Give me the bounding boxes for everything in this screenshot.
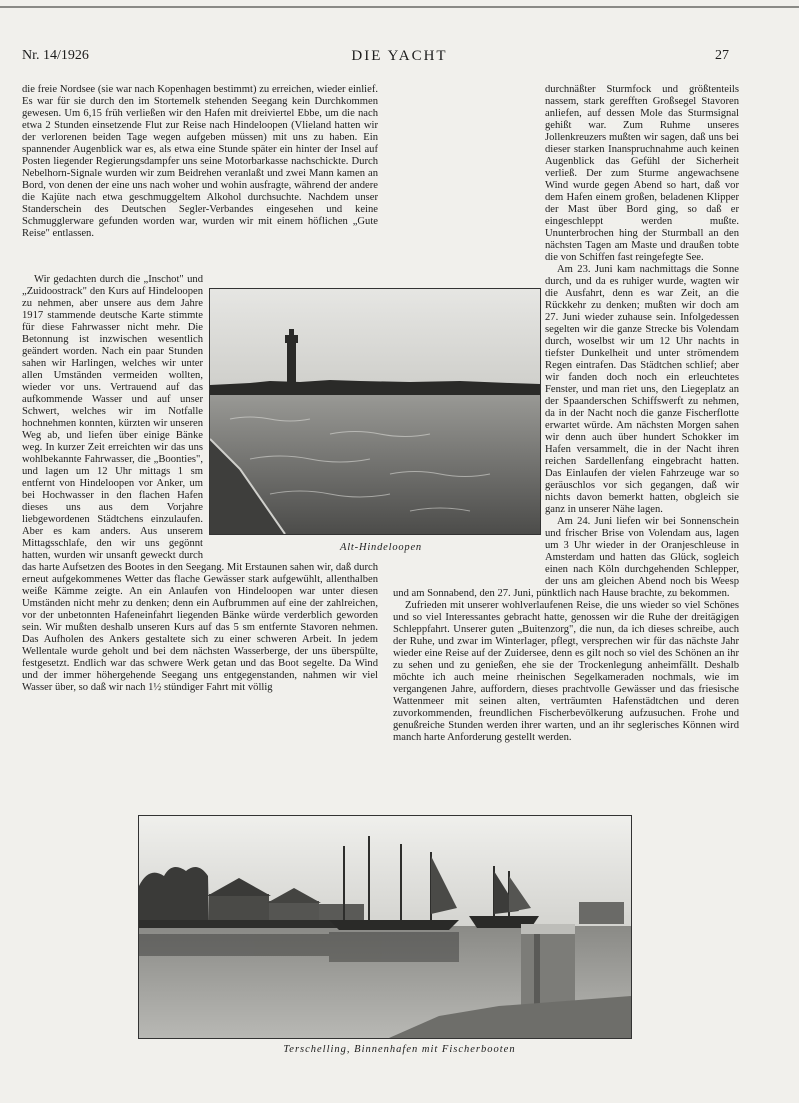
left-paragraph-2: Wir gedachten durch die „Inschot" und „Zuidoostrack" den Kurs auf Hindeloopen zu nehmen, aber unsere aus dem Jahre 1917 stammende deutsche Karte stimmte für diese Fahrwasser nicht mehr. Die Betonnung ist inzwischen wesentlich geändert worden. Nach ein paar Stunden sahen wir Harlingen, welches wir unter allen Umständen vermeiden wollten, wieder vor uns. Vertrauend auf das aufkommende Wasser und auf unser Schwert, welches wir im Notfalle hochnehmen konnten, kürzten wir unseren Weg ab, und liefen über einige Bänke weg. In kurzer Zeit erreichten wir das uns wohlbekannte Fahrwasser, die „Boonties", und lagen um 12 Uhr mittags 1 sm entfernt von Hindeloopen vor Anker, um bei Hochwasser in den flachen Hafen dieses uns aus dem Vorjahre liebgewordenen Städtchens einzulaufen. Aber es kam anders. Aus unserem Mittagsschlafe, den wir uns gegönnt hatten, wurden wir unsanft geweckt durch das harte Aufsetzen des Bootes in den Seegang. Mit Erstaunen sahen wir, daß durch erneut aufgekommenes Wetter das flache Gewässer stark aufgewühlt, allenthalben weiße Kämme zeigte. An ein Anlaufen von Hindeloopen war unter diesen Umständen nicht mehr zu denken; denn ein Aufbrummen auf eine der zahlreichen, vor der unbetonnten Hafeneinfahrt liegenden Bänke würde verderblich geworden sein. Wir mußten deshalb unseren Kurs auf das 5 sm entfernte Stavoren nehmen. Das Aufholen des Ankers gestaltete sich zu einer schweren Arbeit. In jedem Wellentale wurde geholt und bei dem nächsten Wasserberge, der uns überspülte, festgesetzt. Endlich war das schwere Werk getan und das Boot segelte. Da Wind und der immer höhergehende Seegang uns entgegenstanden, nahmen wir viel Wasser über, so daß wir nach 1½ stündiger Fahrt mit völlig	[22, 274, 378, 693]
harbour-fishing-boats-image	[139, 816, 631, 1038]
magazine-title: DIE YACHT	[351, 48, 448, 64]
right-paragraph-1: durchnäßter Sturmfock und größtenteils nassem, stark gerefften Großsegel Stavoren anliefen, auf dessen Mole das Sturmsignal gehißt war. Zum Ruhme unseres Jollenkreuzers mußten wir sagen, daß uns bei dieser starken Inanspruchnahme auch keinen Augenblick das Gefühl der Sicherheit verließ. Der zum Sturme angewachsene Wind wurde gegen Abend so hart, daß vor dem Hafen einem großen, beladenen Klipper der Mast über Bord ging, so daß er eingeschleppt werden mußte. Ununterbrochen hing der Sturmball an den nächsten Tagen am Maste und draußen tobte die von Schiffen fast reingefegte See.	[545, 84, 739, 263]
left-paragraph-1: die freie Nordsee (sie war nach Kopenhagen bestimmt) zu erreichen, wieder einlief. Es war für sie durch den im Stortemelk stehenden Seegang kein Durchkommen gewesen. Um 6,15 früh verließen wir den Hafen mit dreiviertel Ebbe, um die nach etwa 2 Stunden einsetzende Flut zur Reise nach Hindeloopen (Vlieland hatten wir der verlorenen beiden Tage wegen aufgeben müssen) mit uns zu haben. Ein spannender Augenblick war es, als etwa eine Stunde später ein hinter der Insel auf Posten liegender Regierungsdampfer uns seine Motorbarkasse nachschickte. Durch Nebelhorn-Signale wurden wir zum Beidrehen veranlaßt und zwei Mann kamen an Bord, von denen der eine uns nach woher und wohin ausfragte, während der andere die Kajüte nach etwa geschmuggeltem Alkohol durchsuchte. Nachdem unser Standerschein des Deutschen Segler-Verbandes eingesehen und keine Schmugglerware gefunden worden war, wurden wir mit einem höflichen „Gute Reise" entlassen.	[22, 84, 378, 239]
right-paragraph-4: Zufrieden mit unserer wohlverlaufenen Reise, die uns wieder so viel Schönes und so viel Interessantes gebracht hatte, genossen wir die Ruhe der dreitägigen Schleppfahrt. Unserer guten „Buitenzorg", die nun, da ich dieses schreibe, auch der Ruhe, und zwar im Winterlager, pflegt, versprechen wir für das nächste Jahr wieder eine Reise auf der Zuidersee, denn es gilt noch so viel des Schönen an ihr zu sehen und zu genießen, ehe sie der Trockenlegung anheimfällt. Deshalb möchte ich auch meine rheinischen Segelkameraden nochmals, wie im vergangenen Jahre, auffordern, dieses prachtvolle Gewässer und das friesische Wattenmeer mit seinen alten, verträumten Hafenstädtchen und deren zuvorkommenden, freundlichen Fischerbevölkerung aufzusuchen. Frohe und genußreiche Stunden werden ihrer warten, und an ihr seglerisches Können wird manch harte Anforderung gestellt werden.	[393, 600, 739, 743]
left-column-top	[22, 84, 378, 274]
caption-terschelling: Terschelling, Binnenhafen mit Fischerbooten	[283, 1044, 516, 1055]
lighthouse-harbour-image	[210, 289, 540, 534]
photo-alt-hindeloopen	[209, 288, 541, 535]
photo-terschelling	[138, 815, 632, 1039]
right-paragraph-3: Am 24. Juni liefen wir bei Sonnenschein und frischer Brise von Volendam aus, lagen um 3 Uhr wieder in der Oranjeschleuse in Amsterdam und hatten das Glück, sogleich einen nach Köln durchgehenden Schlepper, der uns am gleichen Abend noch bis Weesp und am Sonnabend, den 27. Juni, pünktlich nach Hause brachte, zu bekommen.	[393, 516, 739, 599]
issue-number: Nr. 14/1926	[22, 48, 89, 63]
right-paragraph-2: Am 23. Juni kam nachmittags die Sonne durch, und da es ruhiger wurde, wagten wir die Ausfahrt, denn es war Zeit, an die Rückkehr zu denken; mußten wir doch am 27. Juni wieder zuhause sein. Infolgedessen segelten wir die ganze Strecke bis Volendam durch, woselbst wir um 12 Uhr nachts in tiefster Dunkelheit und unter strömendem Regen eintrafen. Das Städtchen schlief; aber wir fanden doch noch ein erleuchtetes Fenster, und man riet uns, den Liegeplatz an der Spaanderschen Schiffswerft zu nehmen, da in der Nacht noch die ganze Fischerflotte erwartet würde. Am nächsten Morgen sahen wir denn auch über hundert Schokker im Hafen versammelt, die in der Nacht ihren reichen Sardellenfang eingebracht hatten. Das Einlaufen der vielen Fahrzeuge war so geräuschlos vor sich gegangen, daß wir nichts davon bemerkt hatten, obgleich sie ganz in unserer Nähe lagen.	[545, 264, 739, 515]
caption-alt-hindeloopen: Alt-Hindeloopen	[340, 542, 422, 553]
top-rule	[0, 6, 799, 8]
page-number: 27	[715, 48, 729, 63]
